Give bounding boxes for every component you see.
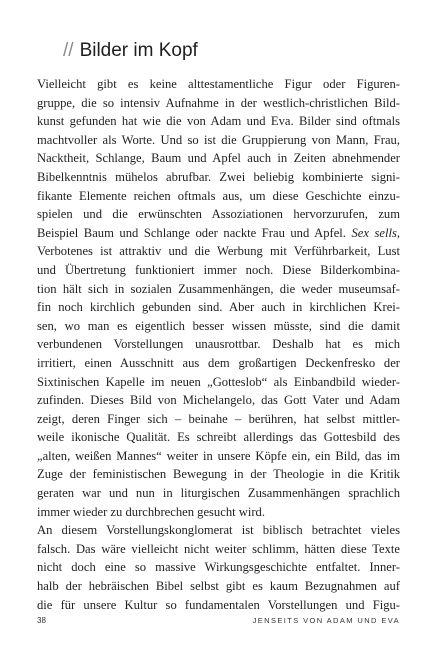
text-line <box>37 224 400 243</box>
text-line: sen, wo man es eigentlich besser wissen müsste, sind die damit <box>37 318 400 333</box>
text-line: immer wieder zu durchbrechen gesucht wird. <box>37 504 265 519</box>
text-line: verbundenen Vorstellungen unausrottbar. Deshalb hat es mich <box>37 337 400 352</box>
text-line: zeigt, deren Finger sich – beinahe – berühren, hat selbst mittler- <box>37 411 400 426</box>
text-line: tion hält sich in sozialen Zusammenhängen, die weder museumsaf- <box>37 281 400 296</box>
text-line: geraten war und nun in liturgischen Zusammenhängen sprachlich <box>37 486 400 501</box>
emphasis-text: Sex sells, <box>351 225 400 240</box>
text-line: und Übertretung funktioniert immer noch. Diese Bilderkombina- <box>37 262 400 277</box>
text-line: gruppe, die so intensiv Aufnahme in der westlich-christlichen Bild- <box>37 95 400 110</box>
text-line: fikante Elemente reichen oftmals aus, um diese Geschichte einzu- <box>37 188 400 203</box>
text-line: weile ikonische Qualität. Es schreibt allerdings das Gottesbild des <box>37 430 400 445</box>
text-line: die für unsere Kultur so fundamentalen Vorstellungen und Figu- <box>37 597 400 612</box>
text-line: Verbotenes ist attraktiv und die Werbung mit Verführbarkeit, Lust <box>37 244 400 259</box>
text-line: spielen und die erwünschten Assoziationen hervorzurufen, zum <box>37 207 400 222</box>
text-line: Bibelkenntnis mühelos abrufbar. Zwei beliebig kombinierte signi- <box>37 169 400 184</box>
text-line-part: Beispiel Baum und Schlange oder nackte Frau und Apfel. <box>37 225 352 240</box>
text-line: fin noch kirchlich gebunden sind. Aber auch in kirchlichen Krei- <box>37 300 400 315</box>
text-line: machtvoller als Worte. Und so ist die Gruppierung von Mann, Frau, <box>37 132 400 147</box>
section-heading <box>63 40 198 62</box>
text-line: Nacktheit, Schlange, Baum und Apfel auch in Zeiten abnehmender <box>37 151 400 166</box>
heading-slashes: // <box>63 40 74 61</box>
running-title: JENSEITS VON ADAM UND EVA <box>252 616 400 625</box>
text-line: Vielleicht gibt es keine alttestamentliche Figur oder Figuren- <box>37 77 400 91</box>
text-line: Zuge der feministischen Bewegung in der Theologie in die Kritik <box>37 467 400 482</box>
text-line: irritiert, einen Ausschnitt aus dem großartigen Deckenfresko der <box>37 355 400 370</box>
text-line: „alten, weißen Mannes“ weiter in unsere Köpfe ein, ein Bild, das im <box>37 448 400 463</box>
text-line: An diesem Vorstellungskonglomerat ist biblisch betrachtet vieles <box>37 523 400 538</box>
text-line: falsch. Das wäre vielleicht nicht weiter schlimm, hätten diese Texte <box>37 541 400 556</box>
body-text <box>37 75 400 614</box>
heading-title: Bilder im Kopf <box>79 40 198 61</box>
text-line: zufinden. Dieses Bild von Michelangelo, das Gott Vater und Adam <box>37 393 400 408</box>
text-line: kunst gefunden hat wie die von Adam und Eva. Bilder sind oftmals <box>37 114 400 129</box>
text-line: halb der hebräischen Bibel selbst gibt es kaum Bezugnahmen auf <box>37 579 400 594</box>
page-number: 38 <box>37 616 46 625</box>
text-line: nicht doch eine so massive Wirkungsgeschichte entfaltet. Inner- <box>37 560 400 575</box>
text-line: Sixtinischen Kapelle im neuen „Gotteslob“ als Einbandbild wieder- <box>37 374 400 389</box>
